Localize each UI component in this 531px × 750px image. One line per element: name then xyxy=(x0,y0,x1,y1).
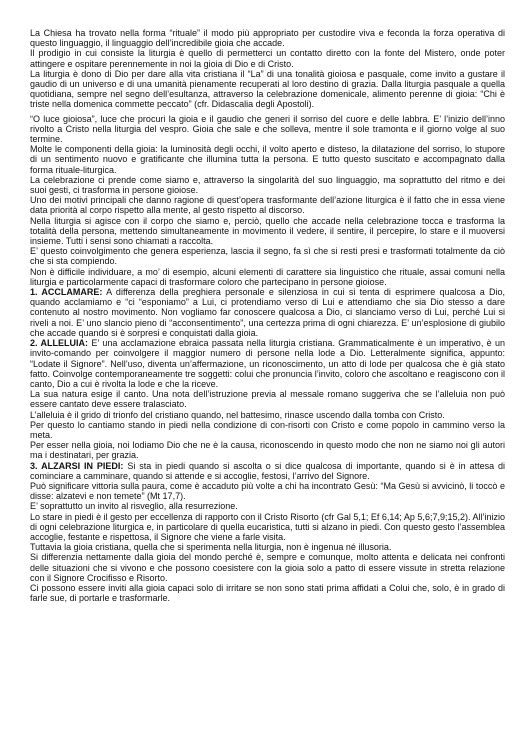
section-heading-alleluia: 2. ALLELUIA: xyxy=(30,338,88,349)
paragraph-7: Uno dei motivi principali che danno ragione di quest’opera trasformante dell’azione liturgica è il fatto che in essa viene data priorità al corpo rispetto alla mente, al gesto rispetto al discorso. xyxy=(30,195,505,216)
paragraph-5: Molte le componenti della gioia: la luminosità degli occhi, il volto aperto e disteso, la dilatazione del sorriso, lo stupore di un sentimento nuovo e gratificante che illumina tutta la persona. E tutto questo suscitato e accompagnato dalla forma rituale-liturgica. xyxy=(30,144,505,175)
paragraph-14: L’alleluia è il grido di trionfo del cristiano quando, nel battesimo, rinasce uscendo dalla tomba con Cristo. xyxy=(30,409,445,420)
paragraph-20: Lo stare in piedi è il gesto per eccellenza di rapporto con il Cristo Risorto (cfr Gal 5,1; Ef 6,14; Ap 5,6;7,9;15,2). All’inizio di ogni celebrazione liturgica e, in particolare di quella eucaristica, tutti si alzano in piedi. Con questo gesto l’assemblea accoglie, festante e rispettosa, il Signore che viene a farle visita. xyxy=(30,511,505,542)
section-body-alleluia: E’ una acclamazione ebraica passata nella liturgia cristiana. Grammaticalmente è un imperativo, è un invito-comando per coinvolgere il maggior numero di persone nella lode a Dio. Letteralmente significa, appunto: “Lodate il Signore”. Nell’uso, diventa un’affermazione, un riconoscimento, un atto di lode per qualcosa che è già stato fatto. Coinvolge contemporaneamente tre soggetti: colui che pronuncia l’invito, coloro che ascoltano e reagiscono con il canto, Dio a cui è rivolta la lode e che la riceve. xyxy=(30,338,505,389)
paragraph-21: Tuttavia la gioia cristiana, quella che si sperimenta nella liturgia, non è ingenua né illusoria. xyxy=(30,542,392,553)
paragraph-1: La Chiesa ha trovato nella forma “rituale” il modo più appropriato per custodire viva e feconda la forza operativa di questo linguaggio, il linguaggio dell’incredibile gioia che accade. xyxy=(30,28,505,49)
section-alleluia xyxy=(30,338,505,389)
paragraph-18: Può significare vittoria sulla paura, come è accaduto più volte a chi ha incontrato Gesù: “Ma Gesù si avvicinò, li toccò e disse: alzatevi e non temete” (Mt 17,7). xyxy=(30,480,505,502)
paragraph-2: Il prodigio in cui consiste la liturgia è quello di permetterci un contatto diretto con la fonte del Mistero, onde poter attingere e ospitare perennemente in noi la gioia di Dio e di Cristo. xyxy=(30,48,505,69)
paragraph-23: Ci possono essere inviti alla gioia capaci solo di irritare se non sono stati prima affidati a Colui che, solo, è in grado di farle sue, di portarle e trasformarle. xyxy=(30,582,505,604)
document-page xyxy=(30,28,505,603)
section-body-alzarsi: Si sta in piedi quando si ascolta o si dice qualcosa di importante, quando si è in attesa di cominciare a camminare, quando si attende e si accoglie, festosi, l’arrivo del Signore. xyxy=(30,460,505,481)
section-heading-acclamare: 1. ACCLAMARE: xyxy=(30,287,103,298)
paragraph-15: Per questo lo cantiamo stando in piedi nella condizione di con-risorti con Cristo e come popolo in cammino verso la meta. xyxy=(30,419,505,440)
section-heading-alzarsi: 3. ALZARSI IN PIEDI: xyxy=(30,460,124,471)
paragraph-9: E’ questo coinvolgimento che genera esperienza, lascia il segno, fa sì che si resti presi e trasformati totalmente da ciò che si sta compiendo. xyxy=(30,246,505,267)
paragraph-6: La celebrazione ci prende come siamo e, attraverso la singolarità del suo linguaggio, ma soprattutto del ritmo e dei suoi gesti, ci trasforma in persone gioiose. xyxy=(30,174,505,196)
paragraph-13: La sua natura esige il canto. Una nota dell’istruzione previa al messale romano suggeriva che se l’alleluia non può essere cantato deve essere tralasciato. xyxy=(30,389,505,410)
section-body-acclamare: A differenza della preghiera personale e silenziosa in cui si tenta di esprimere qualcosa a Dio, quando acclamiamo e “ci “esponiamo” a Lui, ci protendiamo verso di Lui e attendiamo che sia Dio stesso a dare contenuto al nostro movimento. Non vogliamo far conoscere qualcosa a Dio, ci slanciamo verso di Lui, perché Lui si riveli a noi. E’ uno slancio pieno di “acconsentimento”, una certezza prima di ogni chiarezza. E’ un’esplosione di giubilo che accade quando si è sorpresi e conquistati dalla gioia. xyxy=(30,287,505,338)
paragraph-19: E’ soprattutto un invito al risveglio, alla resurrezione. xyxy=(30,501,238,512)
paragraph-16: Per esser nella gioia, noi lodiamo Dio che ne è la causa, riconoscendo in questo modo che non ne siamo noi gli autori ma i destinatari, per grazia. xyxy=(30,440,505,461)
section-alzarsi xyxy=(30,461,505,481)
paragraph-3: La liturgia è dono di Dio per dare alla vita cristiana il “La” di una tonalità gioiosa e pasquale, come invito a gustare il gaudio di un universo e di una umanità pienamente recuperati al loro destino di grazia. Dalla liturgia pasquale a quella quotidiana, sempre nel segno dell’esultanza, attraverso la celebrazione domenicale, alimento perenne di gioia: “Chi è triste nella domenica commette peccato” (cfr. Didascalia degli Apostoli). xyxy=(30,68,505,110)
paragraph-4: “O luce gioiosa”, luce che procuri la gioia e il gaudio che generi il sorriso del cuore e delle labbra. E’ l’inizio dell’inno rivolto a Cristo nella liturgia del vespro. Gioia che sale e che solleva, mentre il sole tramonta e il giorno volge al suo termine. xyxy=(30,113,505,145)
section-acclamare xyxy=(30,287,505,338)
paragraph-8: Nella liturgia si agisce con il corpo che siamo e, perciò, quello che accade nella celebrazione tocca e trasforma la totalità della persona, mettendo simultaneamente in movimento il vedere, il sentire, il percepire, lo stare e il muoversi insieme. Tutti i sensi sono chiamati a raccolta. xyxy=(30,215,505,247)
paragraph-10: Non è difficile individuare, a mo’ di esempio, alcuni elementi di carattere sia linguistico che rituale, assai comuni nella liturgia e particolarmente capaci di trasformare coloro che partecipano in persone gioiose. xyxy=(30,266,505,287)
paragraph-22: Si differenzia nettamente dalla gioia del mondo perché è, sempre e comunque, molto attenta e delicata nei confronti delle situazioni che si vivono e che possono coesistere con la gioia solo a patto di essere vissute in stretta relazione con il Signore Crocifisso e Risorto. xyxy=(30,552,505,583)
